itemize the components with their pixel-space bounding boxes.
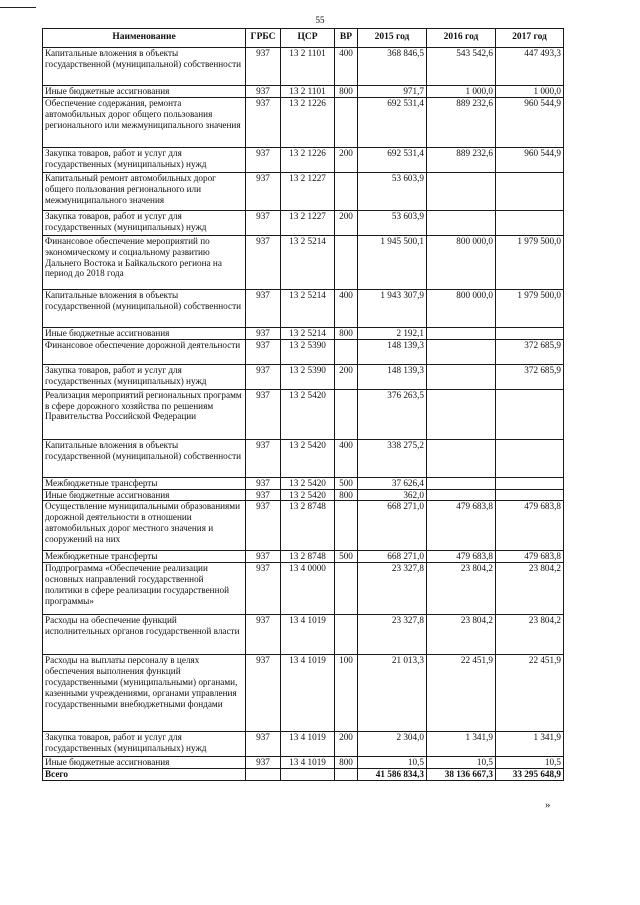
row-name-cell: Иные бюджетные ассигнования xyxy=(43,86,246,98)
table-row xyxy=(43,86,564,98)
row-2016-cell: 23 804,2 xyxy=(427,615,496,655)
row-2015-cell: 53 603,9 xyxy=(358,172,427,210)
row-2015-cell: 23 327,8 xyxy=(358,615,427,655)
row-2017-cell: 479 683,8 xyxy=(496,551,564,563)
row-name-cell: Обеспечение содержания, ремонта автомобильных дорог общего пользования регионального или межмуниципального значения xyxy=(43,97,246,147)
row-csr-cell: 13 2 1227 xyxy=(281,210,335,235)
row-2017-cell xyxy=(496,439,564,477)
table-row xyxy=(43,757,564,769)
row-2016-cell xyxy=(427,364,496,389)
row-vr-cell: 200 xyxy=(335,147,358,172)
row-csr-cell: 13 4 1019 xyxy=(281,757,335,769)
row-2016-cell xyxy=(427,339,496,364)
row-grbs-cell: 937 xyxy=(246,732,281,757)
table-row xyxy=(43,235,564,289)
row-2017-cell: 372 685,9 xyxy=(496,364,564,389)
row-grbs-cell: 937 xyxy=(246,172,281,210)
row-name-cell: Закупка товаров, работ и услуг для государственных (муниципальных) нужд xyxy=(43,147,246,172)
row-2017-cell xyxy=(496,327,564,339)
row-csr-cell: 13 4 1019 xyxy=(281,732,335,757)
row-vr-cell xyxy=(335,97,358,147)
table-row xyxy=(43,489,564,501)
row-grbs-cell: 937 xyxy=(246,501,281,551)
row-2016-cell: 479 683,8 xyxy=(427,501,496,551)
row-2016-cell: 800 000,0 xyxy=(427,289,496,327)
table-row xyxy=(43,147,564,172)
row-2015-cell: 2 304,0 xyxy=(358,732,427,757)
row-2016-cell: 800 000,0 xyxy=(427,235,496,289)
row-2015-cell: 53 603,9 xyxy=(358,210,427,235)
table-row xyxy=(43,732,564,757)
row-grbs-cell: 937 xyxy=(246,615,281,655)
row-grbs-cell: 937 xyxy=(246,97,281,147)
row-2016-cell xyxy=(427,477,496,489)
row-grbs-cell: 937 xyxy=(246,364,281,389)
column-header-2016: 2016 год xyxy=(427,29,496,48)
row-2016-cell xyxy=(427,489,496,501)
row-2017-cell: 1 000,0 xyxy=(496,86,564,98)
row-2015-cell: 148 139,3 xyxy=(358,364,427,389)
row-csr-cell: 13 2 5214 xyxy=(281,289,335,327)
row-2015-cell: 10,5 xyxy=(358,757,427,769)
row-2015-cell: 1 945 500,1 xyxy=(358,235,427,289)
row-2016-cell: 889 232,6 xyxy=(427,147,496,172)
row-name-cell: Расходы на обеспечение функций исполнительных органов государственной власти xyxy=(43,615,246,655)
budget-table xyxy=(42,28,564,781)
row-name-cell: Подпрограмма «Обеспечение реализации основных направлений государственной политики в сфере реализации государственной программы» xyxy=(43,563,246,615)
row-grbs-cell: 937 xyxy=(246,48,281,86)
row-name-cell: Капитальные вложения в объекты государственной (муниципальной) собственности xyxy=(43,48,246,86)
column-header-2015: 2015 год xyxy=(358,29,427,48)
row-2016-cell xyxy=(427,172,496,210)
row-2015-cell: 338 275,2 xyxy=(358,439,427,477)
row-2016-cell: 1 341,9 xyxy=(427,732,496,757)
row-2017-cell xyxy=(496,389,564,439)
column-header-grbs: ГРБС xyxy=(246,29,281,48)
row-vr-cell xyxy=(335,172,358,210)
row-vr-cell: 200 xyxy=(335,210,358,235)
table-row xyxy=(43,439,564,477)
row-csr-cell: 13 2 5214 xyxy=(281,327,335,339)
row-2016-cell: 1 000,0 xyxy=(427,86,496,98)
table-row xyxy=(43,563,564,615)
row-vr-cell: 500 xyxy=(335,551,358,563)
row-2015-cell: 376 263,5 xyxy=(358,389,427,439)
top-rule xyxy=(0,7,36,8)
row-2015-cell: 668 271,0 xyxy=(358,501,427,551)
row-2015-cell: 668 271,0 xyxy=(358,551,427,563)
row-2017-cell: 1 979 500,0 xyxy=(496,289,564,327)
row-name-cell: Закупка товаров, работ и услуг для государственных (муниципальных) нужд xyxy=(43,364,246,389)
row-2017-cell: 372 685,9 xyxy=(496,339,564,364)
table-row xyxy=(43,339,564,364)
row-name-cell: Расходы на выплаты персоналу в целях обеспечения выполнения функций государственными (муниципальными) органами, казенными учреждениями, органами управления государственными внебюджетными фондами xyxy=(43,655,246,732)
row-grbs-cell: 937 xyxy=(246,439,281,477)
row-csr-cell: 13 4 0000 xyxy=(281,563,335,615)
row-2017-cell: 22 451,9 xyxy=(496,655,564,732)
row-name-cell: Иные бюджетные ассигнования xyxy=(43,327,246,339)
table-row xyxy=(43,210,564,235)
table-row xyxy=(43,172,564,210)
row-grbs-cell: 937 xyxy=(246,235,281,289)
row-2017-cell: 479 683,8 xyxy=(496,501,564,551)
column-header-vr: ВР xyxy=(335,29,358,48)
row-name-cell: Капитальный ремонт автомобильных дорог общего пользования регионального или межмуниципального значения xyxy=(43,172,246,210)
table-row xyxy=(43,477,564,489)
row-vr-cell xyxy=(335,389,358,439)
row-2017-cell xyxy=(496,489,564,501)
row-2017-cell xyxy=(496,477,564,489)
row-csr-cell: 13 2 5390 xyxy=(281,364,335,389)
row-2017-cell: 23 804,2 xyxy=(496,563,564,615)
row-2017-cell: 960 544,9 xyxy=(496,97,564,147)
row-2015-cell: 971,7 xyxy=(358,86,427,98)
row-csr-cell: 13 2 1101 xyxy=(281,48,335,86)
row-name-cell: Реализация мероприятий региональных программ в сфере дорожного хозяйства по решениям Правительства Российской Федерации xyxy=(43,389,246,439)
table-row xyxy=(43,48,564,86)
row-2017-cell: 23 804,2 xyxy=(496,615,564,655)
row-vr-cell: 400 xyxy=(335,439,358,477)
row-csr-cell: 13 2 8748 xyxy=(281,501,335,551)
row-csr-cell: 13 2 5214 xyxy=(281,235,335,289)
row-2017-cell xyxy=(496,210,564,235)
row-vr-cell: 400 xyxy=(335,289,358,327)
row-2016-cell xyxy=(427,389,496,439)
row-2015-cell: 37 626,4 xyxy=(358,477,427,489)
row-grbs-cell: 937 xyxy=(246,327,281,339)
table-row xyxy=(43,551,564,563)
row-vr-cell xyxy=(335,615,358,655)
row-csr-cell: 13 4 1019 xyxy=(281,615,335,655)
table-row xyxy=(43,501,564,551)
row-grbs-cell: 937 xyxy=(246,86,281,98)
row-name-cell: Осуществление муниципальными образованиями дорожной деятельности в отношении автомобильных дорог местного значения и сооружений на них xyxy=(43,501,246,551)
row-2016-cell: 543 542,6 xyxy=(427,48,496,86)
column-header-2017: 2017 год xyxy=(496,29,564,48)
row-name-cell: Иные бюджетные ассигнования xyxy=(43,757,246,769)
row-2017-cell xyxy=(496,172,564,210)
row-grbs-cell: 937 xyxy=(246,339,281,364)
row-2017-cell: 960 544,9 xyxy=(496,147,564,172)
row-grbs-cell: 937 xyxy=(246,551,281,563)
row-name-cell: Закупка товаров, работ и услуг для государственных (муниципальных) нужд xyxy=(43,732,246,757)
row-grbs-cell: 937 xyxy=(246,210,281,235)
row-2015-cell: 362,0 xyxy=(358,489,427,501)
row-vr-cell: 200 xyxy=(335,732,358,757)
row-csr-cell: 13 4 1019 xyxy=(281,655,335,732)
total-label: Всего xyxy=(43,769,246,781)
row-2015-cell: 2 192,1 xyxy=(358,327,427,339)
row-vr-cell xyxy=(335,563,358,615)
table-row xyxy=(43,655,564,732)
row-2016-cell: 889 232,6 xyxy=(427,97,496,147)
row-2016-cell: 22 451,9 xyxy=(427,655,496,732)
row-2017-cell: 1 979 500,0 xyxy=(496,235,564,289)
table-row xyxy=(43,97,564,147)
row-grbs-cell: 937 xyxy=(246,563,281,615)
row-grbs-cell: 937 xyxy=(246,655,281,732)
row-name-cell: Финансовое обеспечение дорожной деятельности xyxy=(43,339,246,364)
row-grbs-cell: 937 xyxy=(246,389,281,439)
row-csr-cell: 13 2 1227 xyxy=(281,172,335,210)
row-grbs-cell: 937 xyxy=(246,289,281,327)
row-name-cell: Межбюджетные трансферты xyxy=(43,551,246,563)
row-csr-cell: 13 2 5420 xyxy=(281,389,335,439)
row-2015-cell: 21 013,3 xyxy=(358,655,427,732)
row-vr-cell: 800 xyxy=(335,489,358,501)
column-header-name: Наименование xyxy=(43,29,246,48)
row-csr-cell: 13 2 5420 xyxy=(281,439,335,477)
row-2015-cell: 692 531,4 xyxy=(358,97,427,147)
row-vr-cell: 400 xyxy=(335,48,358,86)
total-vr-cell xyxy=(335,769,358,781)
row-csr-cell: 13 2 5420 xyxy=(281,489,335,501)
row-2016-cell xyxy=(427,327,496,339)
row-grbs-cell: 937 xyxy=(246,489,281,501)
row-name-cell: Финансовое обеспечение мероприятий по экономическому и социальному развитию Дальнего Востока и Байкальского региона на период до 2018 года xyxy=(43,235,246,289)
row-vr-cell: 500 xyxy=(335,477,358,489)
table-header-row xyxy=(43,29,564,48)
row-name-cell: Капитальные вложения в объекты государственной (муниципальной) собственности xyxy=(43,439,246,477)
row-2015-cell: 23 327,8 xyxy=(358,563,427,615)
page-number: 55 xyxy=(315,15,325,25)
row-2016-cell xyxy=(427,439,496,477)
row-vr-cell xyxy=(335,235,358,289)
table-row xyxy=(43,615,564,655)
table-row xyxy=(43,327,564,339)
total-2016: 38 136 667,3 xyxy=(427,769,496,781)
total-csr-cell xyxy=(281,769,335,781)
total-grbs-cell xyxy=(246,769,281,781)
row-2016-cell: 10,5 xyxy=(427,757,496,769)
row-2015-cell: 148 139,3 xyxy=(358,339,427,364)
row-csr-cell: 13 2 5390 xyxy=(281,339,335,364)
row-csr-cell: 13 2 5420 xyxy=(281,477,335,489)
row-2017-cell: 447 493,3 xyxy=(496,48,564,86)
table-row xyxy=(43,389,564,439)
row-vr-cell: 800 xyxy=(335,86,358,98)
row-grbs-cell: 937 xyxy=(246,757,281,769)
row-vr-cell xyxy=(335,501,358,551)
continuation-mark: » xyxy=(545,799,551,811)
row-2016-cell: 23 804,2 xyxy=(427,563,496,615)
total-2015: 41 586 834,3 xyxy=(358,769,427,781)
row-name-cell: Капитальные вложения в объекты государственной (муниципальной) собственности xyxy=(43,289,246,327)
total-row xyxy=(43,769,564,781)
row-2015-cell: 368 846,5 xyxy=(358,48,427,86)
row-vr-cell: 200 xyxy=(335,364,358,389)
row-csr-cell: 13 2 1226 xyxy=(281,97,335,147)
row-name-cell: Межбюджетные трансферты xyxy=(43,477,246,489)
row-vr-cell: 100 xyxy=(335,655,358,732)
row-2016-cell xyxy=(427,210,496,235)
table-row xyxy=(43,364,564,389)
total-2017: 33 295 648,9 xyxy=(496,769,564,781)
row-csr-cell: 13 2 1226 xyxy=(281,147,335,172)
row-vr-cell xyxy=(335,339,358,364)
column-header-csr: ЦСР xyxy=(281,29,335,48)
row-2015-cell: 692 531,4 xyxy=(358,147,427,172)
row-name-cell: Иные бюджетные ассигнования xyxy=(43,489,246,501)
row-name-cell: Закупка товаров, работ и услуг для государственных (муниципальных) нужд xyxy=(43,210,246,235)
row-2017-cell: 10,5 xyxy=(496,757,564,769)
row-vr-cell: 800 xyxy=(335,757,358,769)
row-2015-cell: 1 943 307,9 xyxy=(358,289,427,327)
row-vr-cell: 800 xyxy=(335,327,358,339)
row-2016-cell: 479 683,8 xyxy=(427,551,496,563)
row-csr-cell: 13 2 1101 xyxy=(281,86,335,98)
row-grbs-cell: 937 xyxy=(246,147,281,172)
row-2017-cell: 1 341,9 xyxy=(496,732,564,757)
table-body xyxy=(43,48,564,781)
row-csr-cell: 13 2 8748 xyxy=(281,551,335,563)
table-row xyxy=(43,289,564,327)
row-grbs-cell: 937 xyxy=(246,477,281,489)
